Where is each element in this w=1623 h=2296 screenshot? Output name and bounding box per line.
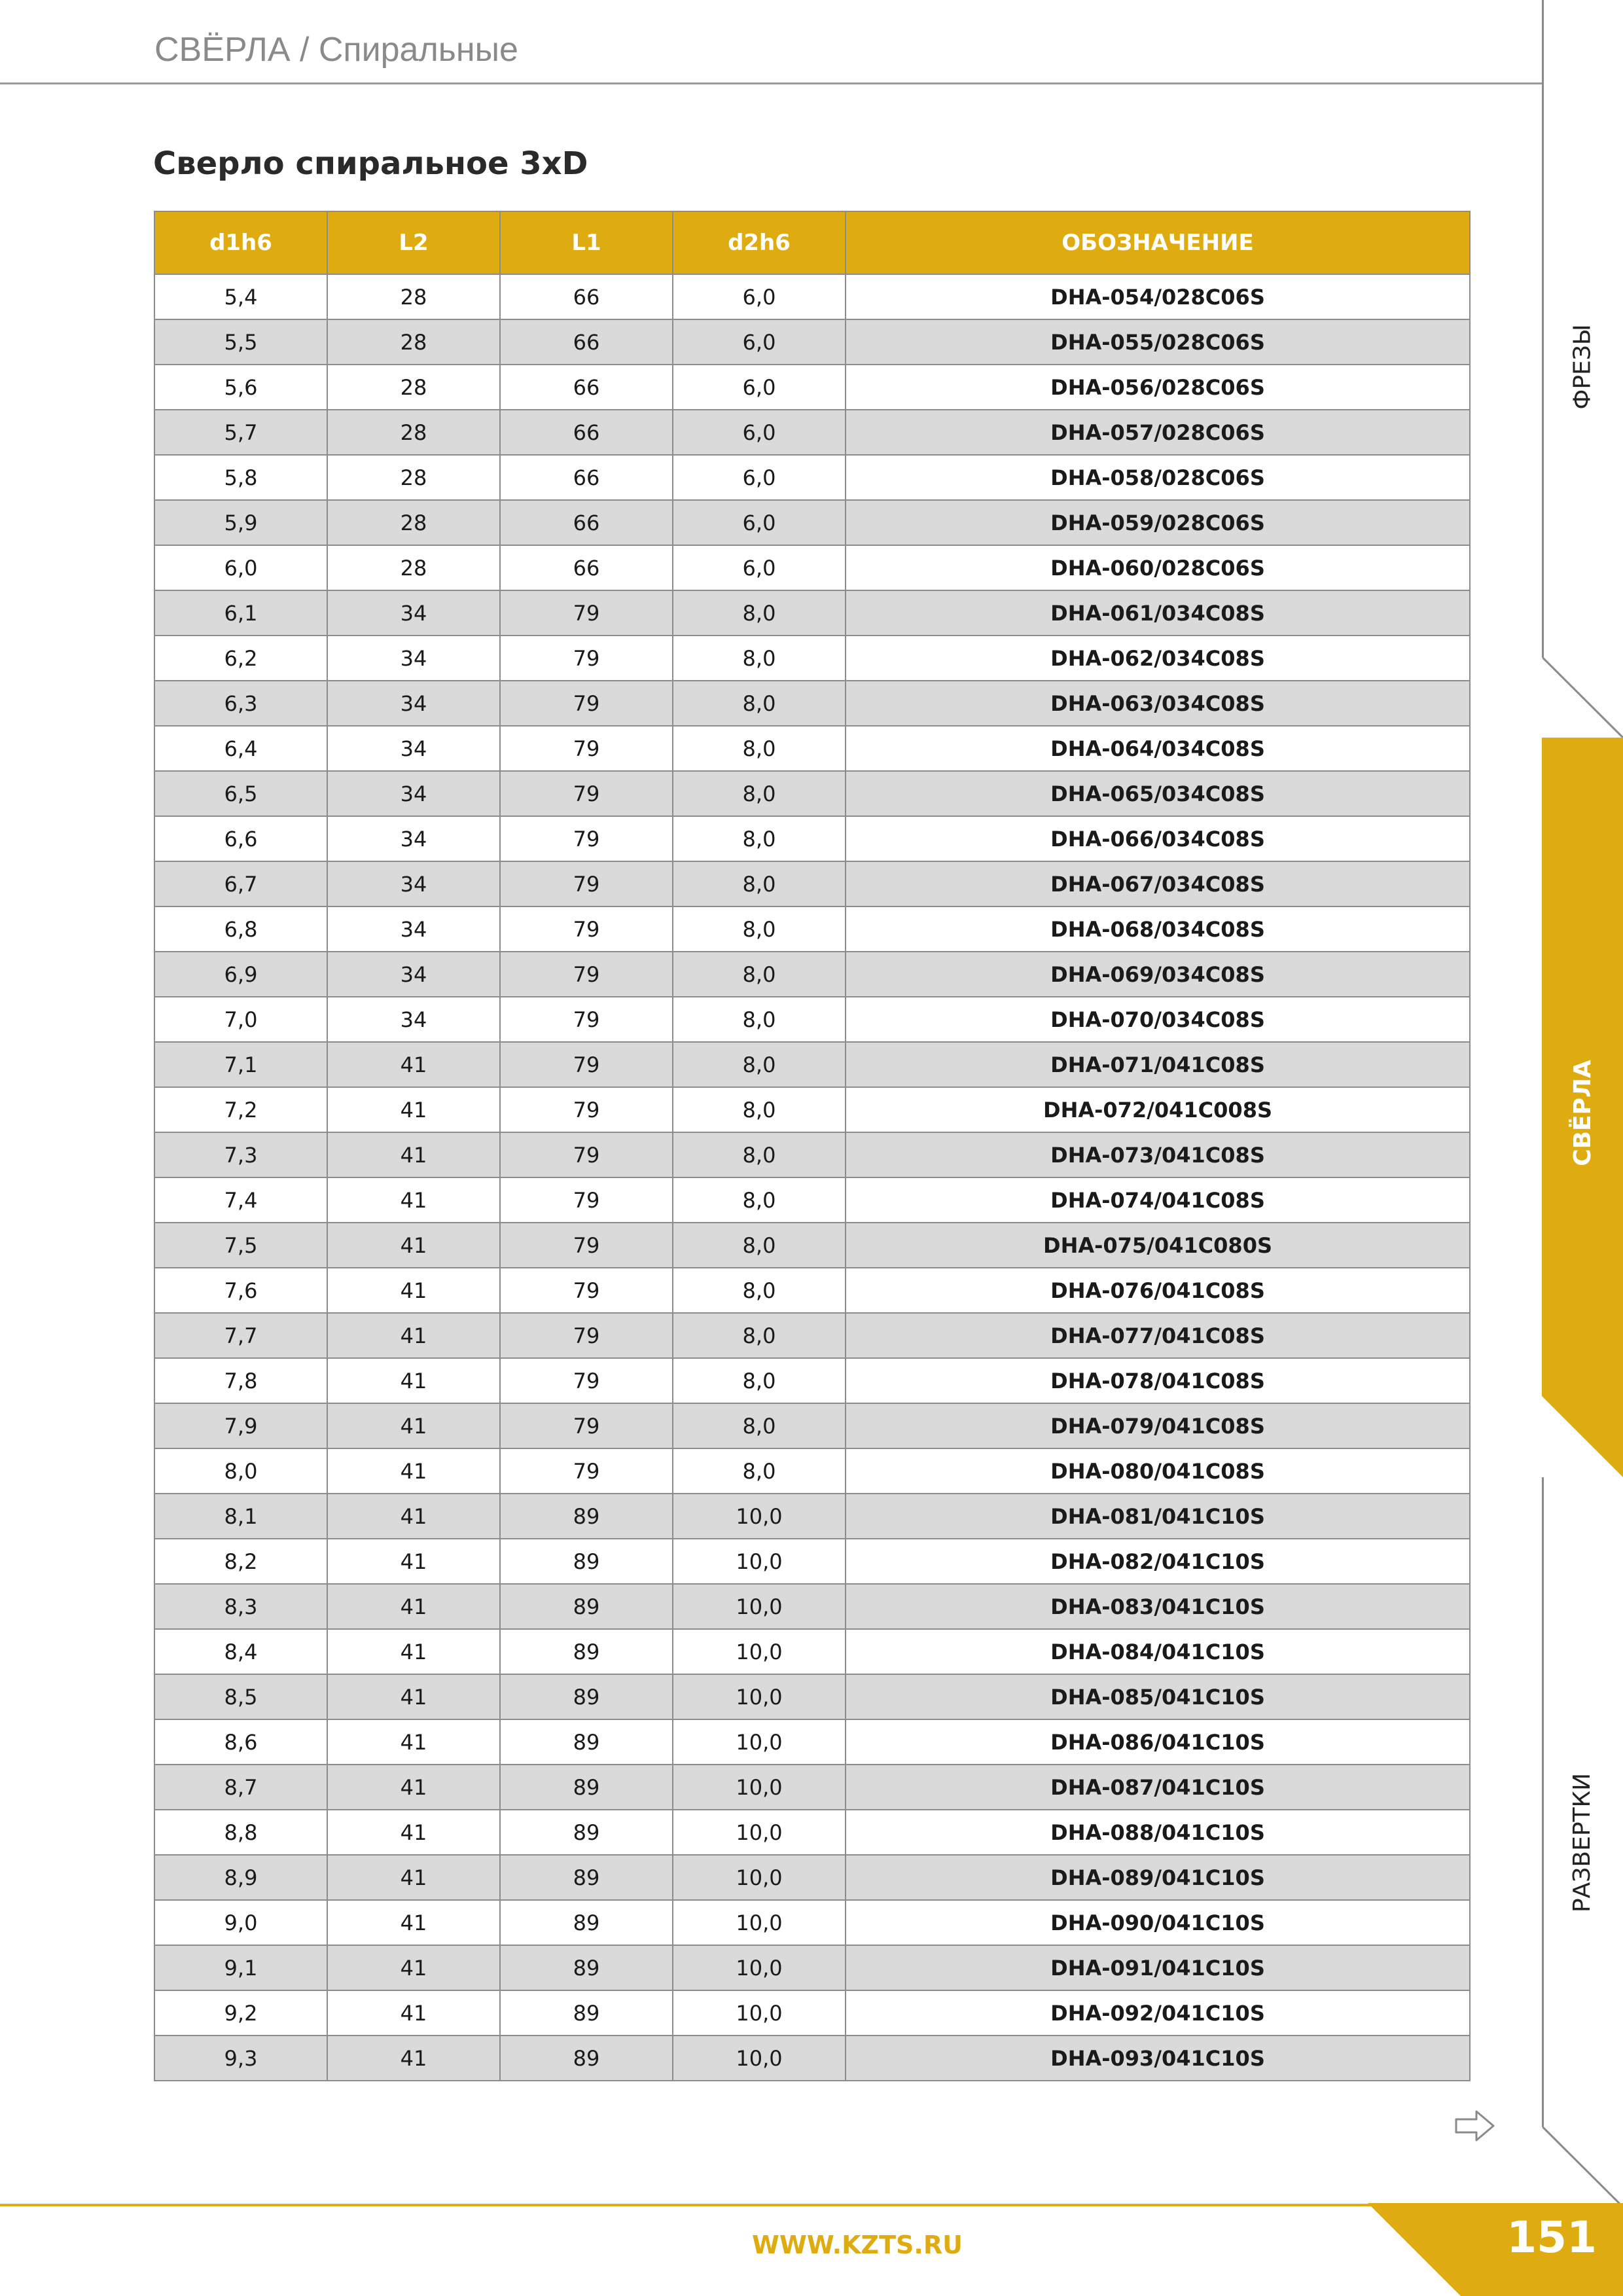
table-row xyxy=(154,1313,1470,1358)
cell-l2: 41 xyxy=(327,1900,500,1945)
cell-d1h6: 8,5 xyxy=(154,1674,327,1719)
table-row xyxy=(154,1810,1470,1855)
cell-l1: 89 xyxy=(500,1810,673,1855)
cell-d1h6: 9,1 xyxy=(154,1945,327,1990)
table-row xyxy=(154,1042,1470,1087)
cell-d1h6: 8,3 xyxy=(154,1584,327,1629)
cell-d1h6: 7,0 xyxy=(154,997,327,1042)
header-divider xyxy=(0,82,1542,84)
side-tab-razvertki-label: РАЗВЕРТКИ xyxy=(1569,1772,1596,1912)
column-header-designation: ОБОЗНАЧЕНИЕ xyxy=(846,211,1470,274)
table-row xyxy=(154,1087,1470,1132)
cell-d2h6: 10,0 xyxy=(673,1990,846,2036)
cell-l2: 28 xyxy=(327,455,500,500)
cell-designation: DHA-069/034C08S xyxy=(846,952,1470,997)
cell-l2: 28 xyxy=(327,500,500,545)
cell-d2h6: 8,0 xyxy=(673,997,846,1042)
cell-designation: DHA-075/041C080S xyxy=(846,1223,1470,1268)
cell-l1: 89 xyxy=(500,1945,673,1990)
cell-l2: 41 xyxy=(327,1358,500,1403)
cell-d1h6: 6,5 xyxy=(154,771,327,816)
cell-designation: DHA-077/041C08S xyxy=(846,1313,1470,1358)
cell-designation: DHA-067/034C08S xyxy=(846,861,1470,906)
cell-l2: 28 xyxy=(327,365,500,410)
cell-designation: DHA-079/041C08S xyxy=(846,1403,1470,1448)
cell-l1: 66 xyxy=(500,500,673,545)
cell-l1: 66 xyxy=(500,319,673,365)
cell-d1h6: 5,4 xyxy=(154,274,327,319)
cell-designation: DHA-064/034C08S xyxy=(846,726,1470,771)
cell-l2: 41 xyxy=(327,2036,500,2081)
cell-d2h6: 8,0 xyxy=(673,1358,846,1403)
table-row xyxy=(154,1494,1470,1539)
cell-l2: 41 xyxy=(327,1855,500,1900)
cell-designation: DHA-071/041C08S xyxy=(846,1042,1470,1087)
table-row xyxy=(154,1539,1470,1584)
cell-l2: 41 xyxy=(327,1403,500,1448)
side-tab-frezy[interactable] xyxy=(1542,236,1623,497)
cell-l2: 41 xyxy=(327,1945,500,1990)
cell-d2h6: 10,0 xyxy=(673,1674,846,1719)
cell-l2: 28 xyxy=(327,274,500,319)
page-heading: Сверло спиральное 3xD xyxy=(153,145,588,182)
cell-l1: 89 xyxy=(500,2036,673,2081)
cell-d2h6: 6,0 xyxy=(673,410,846,455)
cell-designation: DHA-059/028C06S xyxy=(846,500,1470,545)
table-row xyxy=(154,1629,1470,1674)
cell-designation: DHA-074/041C08S xyxy=(846,1177,1470,1223)
column-header-l1: L1 xyxy=(500,211,673,274)
cell-l1: 79 xyxy=(500,1223,673,1268)
table-row xyxy=(154,952,1470,997)
cell-designation: DHA-080/041C08S xyxy=(846,1448,1470,1494)
cell-designation: DHA-065/034C08S xyxy=(846,771,1470,816)
cell-designation: DHA-084/041C10S xyxy=(846,1629,1470,1674)
side-tab-sverla[interactable] xyxy=(1542,982,1623,1244)
cell-d1h6: 5,9 xyxy=(154,500,327,545)
cell-d2h6: 8,0 xyxy=(673,906,846,952)
cell-d2h6: 8,0 xyxy=(673,861,846,906)
table-row xyxy=(154,1177,1470,1223)
cell-l2: 34 xyxy=(327,771,500,816)
cell-designation: DHA-058/028C06S xyxy=(846,455,1470,500)
table-row xyxy=(154,500,1470,545)
cell-d2h6: 8,0 xyxy=(673,1313,846,1358)
cell-d1h6: 5,6 xyxy=(154,365,327,410)
cell-d1h6: 6,0 xyxy=(154,545,327,590)
cell-designation: DHA-068/034C08S xyxy=(846,906,1470,952)
column-header-d2h6: d2h6 xyxy=(673,211,846,274)
cell-l1: 89 xyxy=(500,1539,673,1584)
cell-l2: 34 xyxy=(327,726,500,771)
table-row xyxy=(154,1403,1470,1448)
cell-d2h6: 8,0 xyxy=(673,1268,846,1313)
cell-d1h6: 6,6 xyxy=(154,816,327,861)
cell-designation: DHA-081/041C10S xyxy=(846,1494,1470,1539)
table-row xyxy=(154,1223,1470,1268)
cell-l1: 66 xyxy=(500,365,673,410)
cell-d2h6: 8,0 xyxy=(673,681,846,726)
column-header-l2: L2 xyxy=(327,211,500,274)
cell-d1h6: 7,8 xyxy=(154,1358,327,1403)
table-body xyxy=(154,274,1470,2081)
cell-l1: 89 xyxy=(500,1855,673,1900)
cell-d2h6: 8,0 xyxy=(673,1042,846,1087)
cell-designation: DHA-078/041C08S xyxy=(846,1358,1470,1403)
cell-l1: 89 xyxy=(500,1584,673,1629)
cell-d1h6: 6,4 xyxy=(154,726,327,771)
table-row xyxy=(154,1900,1470,1945)
cell-l1: 79 xyxy=(500,816,673,861)
cell-d2h6: 10,0 xyxy=(673,1584,846,1629)
cell-d2h6: 8,0 xyxy=(673,636,846,681)
cell-l2: 41 xyxy=(327,1177,500,1223)
cell-d2h6: 10,0 xyxy=(673,2036,846,2081)
cell-l1: 79 xyxy=(500,636,673,681)
cell-l1: 79 xyxy=(500,1313,673,1358)
table-header-row xyxy=(154,211,1470,274)
cell-d1h6: 5,7 xyxy=(154,410,327,455)
table-row xyxy=(154,1765,1470,1810)
cell-l1: 79 xyxy=(500,771,673,816)
cell-d1h6: 7,3 xyxy=(154,1132,327,1177)
cell-d2h6: 10,0 xyxy=(673,1945,846,1990)
cell-d1h6: 6,7 xyxy=(154,861,327,906)
table-row xyxy=(154,2036,1470,2081)
cell-d1h6: 9,0 xyxy=(154,1900,327,1945)
cell-d1h6: 7,5 xyxy=(154,1223,327,1268)
cell-l2: 34 xyxy=(327,636,500,681)
cell-l1: 79 xyxy=(500,906,673,952)
cell-l2: 28 xyxy=(327,545,500,590)
cell-designation: DHA-055/028C06S xyxy=(846,319,1470,365)
cell-l2: 41 xyxy=(327,1448,500,1494)
cell-l1: 79 xyxy=(500,1358,673,1403)
header-title: СВЁРЛА / Спиральные xyxy=(154,31,518,69)
cell-l1: 79 xyxy=(500,861,673,906)
cell-d2h6: 10,0 xyxy=(673,1855,846,1900)
cell-l1: 79 xyxy=(500,952,673,997)
table-row xyxy=(154,410,1470,455)
cell-l2: 41 xyxy=(327,1087,500,1132)
cell-d2h6: 10,0 xyxy=(673,1719,846,1765)
cell-d1h6: 8,0 xyxy=(154,1448,327,1494)
cell-d1h6: 6,8 xyxy=(154,906,327,952)
cell-l2: 34 xyxy=(327,997,500,1042)
cell-l1: 89 xyxy=(500,1629,673,1674)
side-tab-frezy-label: ФРЕЗЫ xyxy=(1569,323,1596,410)
cell-d2h6: 6,0 xyxy=(673,500,846,545)
cell-d1h6: 8,7 xyxy=(154,1765,327,1810)
table-row xyxy=(154,1132,1470,1177)
table-row xyxy=(154,816,1470,861)
cell-d2h6: 8,0 xyxy=(673,771,846,816)
cell-l1: 79 xyxy=(500,1268,673,1313)
cell-d2h6: 8,0 xyxy=(673,1087,846,1132)
cell-d2h6: 6,0 xyxy=(673,319,846,365)
cell-l1: 66 xyxy=(500,455,673,500)
cell-designation: DHA-070/034C08S xyxy=(846,997,1470,1042)
cell-designation: DHA-063/034C08S xyxy=(846,681,1470,726)
cell-l2: 41 xyxy=(327,1132,500,1177)
cell-l1: 79 xyxy=(500,1132,673,1177)
cell-l2: 41 xyxy=(327,1494,500,1539)
product-table xyxy=(154,211,1471,2081)
cell-d2h6: 8,0 xyxy=(673,726,846,771)
cell-d2h6: 10,0 xyxy=(673,1539,846,1584)
cell-l2: 41 xyxy=(327,1042,500,1087)
side-tab-razvertki[interactable] xyxy=(1542,1702,1623,1983)
footer-website-link[interactable]: WWW.KZTS.RU xyxy=(752,2231,963,2259)
table-row xyxy=(154,771,1470,816)
cell-d1h6: 6,9 xyxy=(154,952,327,997)
cell-d1h6: 7,7 xyxy=(154,1313,327,1358)
cell-d2h6: 8,0 xyxy=(673,1177,846,1223)
cell-l1: 89 xyxy=(500,1765,673,1810)
cell-l1: 79 xyxy=(500,1448,673,1494)
cell-d2h6: 8,0 xyxy=(673,1132,846,1177)
cell-designation: DHA-076/041C08S xyxy=(846,1268,1470,1313)
cell-l2: 34 xyxy=(327,952,500,997)
cell-l2: 34 xyxy=(327,681,500,726)
cell-l1: 79 xyxy=(500,681,673,726)
cell-d2h6: 8,0 xyxy=(673,1403,846,1448)
table-row xyxy=(154,1674,1470,1719)
cell-d1h6: 8,1 xyxy=(154,1494,327,1539)
cell-d1h6: 7,9 xyxy=(154,1403,327,1448)
cell-d1h6: 7,6 xyxy=(154,1268,327,1313)
cell-d1h6: 8,8 xyxy=(154,1810,327,1855)
cell-d1h6: 5,5 xyxy=(154,319,327,365)
cell-designation: DHA-072/041C008S xyxy=(846,1087,1470,1132)
cell-l2: 28 xyxy=(327,319,500,365)
cell-l1: 79 xyxy=(500,1042,673,1087)
cell-d2h6: 8,0 xyxy=(673,952,846,997)
cell-d2h6: 8,0 xyxy=(673,590,846,636)
cell-d2h6: 6,0 xyxy=(673,274,846,319)
cell-l1: 89 xyxy=(500,1494,673,1539)
cell-l2: 34 xyxy=(327,590,500,636)
cell-l1: 89 xyxy=(500,1719,673,1765)
cell-l1: 66 xyxy=(500,410,673,455)
cell-designation: DHA-060/028C06S xyxy=(846,545,1470,590)
cell-l2: 41 xyxy=(327,1539,500,1584)
column-header-d1h6: d1h6 xyxy=(154,211,327,274)
cell-d1h6: 5,8 xyxy=(154,455,327,500)
cell-l1: 89 xyxy=(500,1900,673,1945)
cell-designation: DHA-093/041C10S xyxy=(846,2036,1470,2081)
cell-d2h6: 8,0 xyxy=(673,1223,846,1268)
cell-l1: 89 xyxy=(500,1674,673,1719)
cell-d2h6: 10,0 xyxy=(673,1629,846,1674)
page-number: 151 xyxy=(1507,2212,1597,2263)
cell-l1: 79 xyxy=(500,590,673,636)
cell-l2: 34 xyxy=(327,816,500,861)
cell-d2h6: 6,0 xyxy=(673,455,846,500)
cell-designation: DHA-056/028C06S xyxy=(846,365,1470,410)
cell-l2: 41 xyxy=(327,1313,500,1358)
cell-designation: DHA-057/028C06S xyxy=(846,410,1470,455)
cell-l1: 79 xyxy=(500,1403,673,1448)
cell-l2: 41 xyxy=(327,1810,500,1855)
table-row xyxy=(154,1719,1470,1765)
cell-designation: DHA-054/028C06S xyxy=(846,274,1470,319)
table-row xyxy=(154,545,1470,590)
arrow-right-outline-icon xyxy=(1454,2109,1496,2143)
table-row xyxy=(154,636,1470,681)
cell-d1h6: 8,4 xyxy=(154,1629,327,1674)
cell-d1h6: 9,2 xyxy=(154,1990,327,2036)
cell-d1h6: 8,2 xyxy=(154,1539,327,1584)
cell-designation: DHA-091/041C10S xyxy=(846,1945,1470,1990)
side-tab-sverla-label: СВЁРЛА xyxy=(1569,1059,1596,1166)
table-row xyxy=(154,1855,1470,1900)
cell-l1: 79 xyxy=(500,1087,673,1132)
cell-d2h6: 6,0 xyxy=(673,545,846,590)
cell-designation: DHA-089/041C10S xyxy=(846,1855,1470,1900)
cell-l1: 79 xyxy=(500,726,673,771)
cell-d1h6: 7,2 xyxy=(154,1087,327,1132)
cell-l2: 41 xyxy=(327,1674,500,1719)
cell-d2h6: 10,0 xyxy=(673,1765,846,1810)
cell-l2: 41 xyxy=(327,1629,500,1674)
cell-designation: DHA-092/041C10S xyxy=(846,1990,1470,2036)
cell-designation: DHA-085/041C10S xyxy=(846,1674,1470,1719)
table-row xyxy=(154,906,1470,952)
cell-d2h6: 8,0 xyxy=(673,1448,846,1494)
cell-d2h6: 8,0 xyxy=(673,816,846,861)
cell-d1h6: 9,3 xyxy=(154,2036,327,2081)
cell-l2: 41 xyxy=(327,1990,500,2036)
cell-designation: DHA-086/041C10S xyxy=(846,1719,1470,1765)
cell-l2: 41 xyxy=(327,1765,500,1810)
cell-l2: 28 xyxy=(327,410,500,455)
table-row xyxy=(154,1448,1470,1494)
cell-l1: 66 xyxy=(500,545,673,590)
cell-l2: 34 xyxy=(327,906,500,952)
table-row xyxy=(154,726,1470,771)
cell-l2: 41 xyxy=(327,1268,500,1313)
cell-designation: DHA-062/034C08S xyxy=(846,636,1470,681)
table-row xyxy=(154,365,1470,410)
table-row xyxy=(154,861,1470,906)
cell-designation: DHA-090/041C10S xyxy=(846,1900,1470,1945)
cell-l2: 34 xyxy=(327,861,500,906)
cell-d1h6: 8,6 xyxy=(154,1719,327,1765)
cell-d1h6: 7,1 xyxy=(154,1042,327,1087)
cell-d2h6: 10,0 xyxy=(673,1810,846,1855)
table-row xyxy=(154,319,1470,365)
cell-l1: 79 xyxy=(500,1177,673,1223)
cell-designation: DHA-073/041C08S xyxy=(846,1132,1470,1177)
cell-designation: DHA-082/041C10S xyxy=(846,1539,1470,1584)
table-row xyxy=(154,1268,1470,1313)
table-row xyxy=(154,455,1470,500)
cell-d1h6: 6,3 xyxy=(154,681,327,726)
table-row xyxy=(154,1990,1470,2036)
cell-designation: DHA-061/034C08S xyxy=(846,590,1470,636)
table-row xyxy=(154,590,1470,636)
cell-d2h6: 6,0 xyxy=(673,365,846,410)
table-row xyxy=(154,681,1470,726)
table-row xyxy=(154,1584,1470,1629)
table-row xyxy=(154,1358,1470,1403)
cell-d1h6: 6,1 xyxy=(154,590,327,636)
cell-d1h6: 8,9 xyxy=(154,1855,327,1900)
cell-l2: 41 xyxy=(327,1584,500,1629)
cell-l1: 66 xyxy=(500,274,673,319)
cell-designation: DHA-066/034C08S xyxy=(846,816,1470,861)
cell-d2h6: 10,0 xyxy=(673,1900,846,1945)
table-row xyxy=(154,997,1470,1042)
cell-d1h6: 6,2 xyxy=(154,636,327,681)
cell-designation: DHA-083/041C10S xyxy=(846,1584,1470,1629)
table-row xyxy=(154,1945,1470,1990)
cell-l2: 41 xyxy=(327,1719,500,1765)
cell-l1: 79 xyxy=(500,997,673,1042)
cell-designation: DHA-087/041C10S xyxy=(846,1765,1470,1810)
cell-d1h6: 7,4 xyxy=(154,1177,327,1223)
cell-designation: DHA-088/041C10S xyxy=(846,1810,1470,1855)
cell-l2: 41 xyxy=(327,1223,500,1268)
cell-d2h6: 10,0 xyxy=(673,1494,846,1539)
cell-l1: 89 xyxy=(500,1990,673,2036)
table-row xyxy=(154,274,1470,319)
